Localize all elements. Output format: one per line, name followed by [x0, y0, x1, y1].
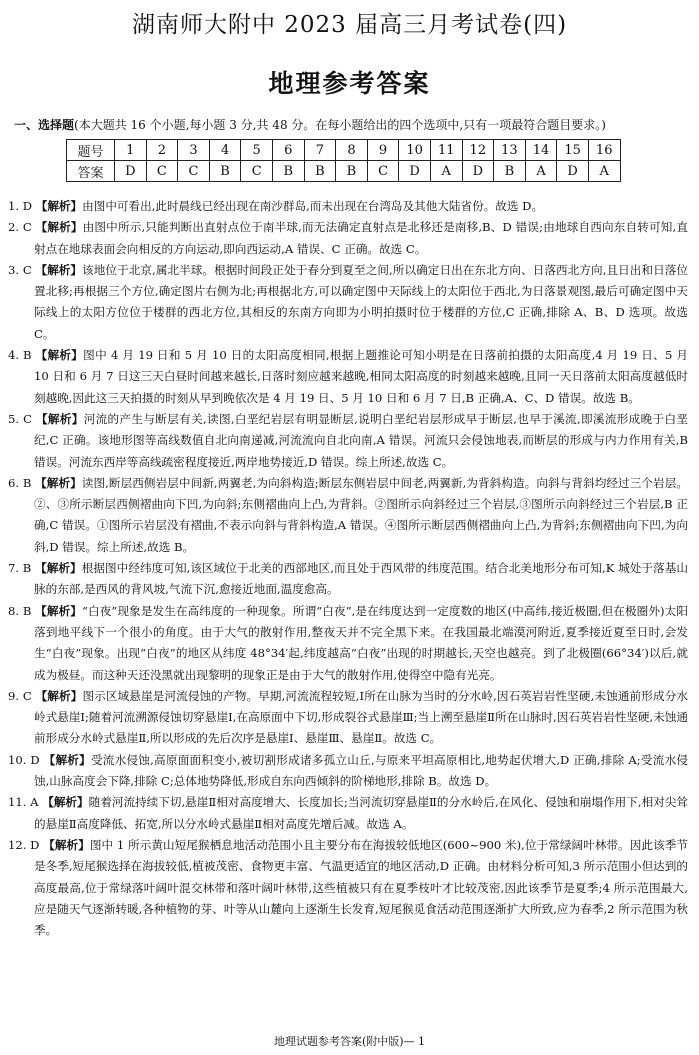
- analysis-tag: 【解析】: [43, 752, 91, 767]
- answer-label: 8. B: [8, 603, 32, 618]
- analysis-tag: 【解析】: [43, 837, 90, 852]
- answer-item: [8, 409, 688, 473]
- table-cell: 6: [272, 140, 304, 161]
- analysis-tag: 【解析】: [35, 199, 83, 213]
- answer-item: [8, 217, 688, 260]
- row-header: 答案: [67, 161, 115, 182]
- answer-item: [8, 345, 688, 409]
- row-header: 题号: [67, 140, 115, 161]
- answer-text: 图中 4 月 19 日和 5 月 10 日的太阳高度相同,根据上题推论可知小明是在日落前拍摄的太阳高度,4 月 19 日、5 月 10 日和 6 月 7 日这三天白昼时间越来越长,日落时刻应越来越晚,相同太阳高度的时刻越来越晚,且同一天日落前太阳高度越低时刻越晚,因此这三天拍摄的时刻从早到晚依次是 4 月 19 日、5 月 10 日和 6 月 7 日,B 正确,A、C、D 错误。故选 B。: [34, 348, 688, 405]
- table-cell: 11: [430, 140, 462, 161]
- section-label: 一、选择题: [14, 118, 75, 132]
- table-cell: C: [241, 161, 273, 182]
- table-cell: A: [430, 161, 462, 182]
- answer-text: 根据图中经纬度可知,该区域位于北美的西部地区,而且处于西风带的纬度范围。结合北美地形分布可知,K 城处于落基山脉的东部,是西风的背风坡,气流下沉,愈接近地面,温度愈高。: [34, 561, 688, 597]
- answer-label: 12. D: [8, 837, 40, 852]
- answer-row: [67, 161, 621, 182]
- answer-label: 2. C: [8, 220, 32, 235]
- table-cell: D: [399, 161, 431, 182]
- answer-table: [66, 139, 621, 182]
- answer-label: 5. C: [8, 411, 32, 426]
- table-cell: 13: [494, 140, 526, 161]
- answer-item: [8, 835, 688, 941]
- answer-text: 河流的产生与断层有关,读图,白垩纪岩层有明显断层,说明白垩纪岩层形成早于断层,也早于溪流,即溪流形成晚于白垩纪,C 正确。该地形图等高线数值自北向南递减,河流流向自北向南,A 错误。河流只会侵蚀地表,而断层的形成与内力作用有关,B 错误。河流东西岸等高线疏密程度接近,两岸地势接近,D 错误。综上所述,故选 C。: [34, 411, 688, 469]
- answer-text: 由图中可看出,此时晨线已经出现在南沙群岛,而未出现在台湾岛及其他大陆省份。故选 D。: [82, 199, 544, 213]
- table-cell: B: [272, 161, 304, 182]
- answer-item: [8, 686, 688, 750]
- section-heading: [14, 116, 690, 133]
- analysis-tag: 【解析】: [42, 795, 89, 810]
- table-cell: D: [462, 161, 494, 182]
- answer-text: 随着河流持续下切,悬崖Ⅱ相对高度增大、长度加长;当河流切穿悬崖Ⅱ的分水岭后,在风化、侵蚀和崩塌作用下,相对尖耸的悬崖Ⅱ高度降低、拓宽,所以分水岭式悬崖Ⅱ相对高度先增后减。故选 A。: [34, 795, 688, 831]
- table-cell: D: [115, 161, 147, 182]
- table-cell: 7: [304, 140, 336, 161]
- answer-label: 10. D: [8, 752, 40, 767]
- table-cell: 16: [588, 140, 620, 161]
- answer-explanations: [8, 196, 688, 941]
- table-cell: C: [146, 161, 178, 182]
- analysis-tag: 【解析】: [35, 262, 83, 277]
- question-number-row: [67, 140, 621, 161]
- analysis-tag: 【解析】: [35, 603, 82, 618]
- table-cell: B: [494, 161, 526, 182]
- answer-item: [8, 792, 688, 835]
- table-cell: 8: [336, 140, 368, 161]
- table-cell: 1: [115, 140, 147, 161]
- table-cell: C: [367, 161, 399, 182]
- answer-text: 该地位于北京,属北半球。根据时间段正处于春分到夏至之间,所以确定日出在东北方向、日落西北方向,且日出和日落位置北移;再根据三个方位,确定图片右侧为北;再根据北方,可以确定图中天际线上的太阳位于西北,为日落景观图,最后可确定图中天际线上的太阳方位位于楼群的西北方位,其相反的东南方向即为小明拍摄时位于楼群的方位,C 正确,排除 A、B、D 选项。故选 C。: [34, 262, 689, 341]
- analysis-tag: 【解析】: [35, 688, 83, 703]
- analysis-tag: 【解析】: [35, 475, 82, 490]
- analysis-tag: 【解析】: [35, 220, 83, 235]
- analysis-tag: 【解析】: [35, 411, 84, 426]
- answer-text: 读图,断层西侧岩层中间新,两翼老,为向斜构造;断层东侧岩层中间老,两翼新,为背斜构造。向斜与背斜均经过三个岩层。②、③所示断层西侧褶曲向下凹,为向斜;东侧褶曲向上凸,为背斜。②图所示向斜经过三个岩层,③图所示向斜经过三个岩层,B 正确,C 错误。①图所示岩层没有褶曲,不表示向斜与背斜构造,A 错误。④图所示断层西侧褶曲向上凸,为背斜;东侧褶曲向下凹,为向斜,D 错误。综上所述,故选 B。: [34, 475, 688, 554]
- table-cell: 12: [462, 140, 494, 161]
- table-cell: A: [588, 161, 620, 182]
- answer-label: 7. B: [8, 561, 32, 576]
- answer-label: 6. B: [8, 475, 32, 490]
- answer-text: “白夜”现象是发生在高纬度的一种现象。所谓“白夜”,是在纬度达到一定度数的地区(中高纬,接近极圈,但在极圈外)太阳落到地平线下一个很小的角度。由于大气的散射作用,整夜天并不完全黑下来。在我国最北端漠河附近,夏季接近夏至日时,会发生“白夜”现象。出现“白夜”的地区从纬度 48°34′起,纬度越高“白夜”出现的时期越长,天空也越亮。到了北极圈(66°34′)以后,就成为极昼。而这种天还没黑就出现黎明的现象正是由于大气的散射作用,使得空中隐有光亮。: [34, 603, 688, 682]
- table-cell: D: [557, 161, 589, 182]
- answer-item: [8, 260, 688, 345]
- table-cell: 14: [525, 140, 557, 161]
- table-cell: B: [209, 161, 241, 182]
- answer-item: [8, 558, 688, 601]
- answer-item: [8, 473, 688, 558]
- answer-text: 图中 1 所示黄山短尾猴栖息地活动范围小且主要分布在海拔较低地区(600~900 米),位于常绿阔叶林带。因此该季节是冬季,短尾猴选择在海拔较低,植被茂密、食物更丰富、气温更适宜的地区活动,D 正确。由材料分析可知,3 所示范围小但达到的高度最高,位于常绿落叶阔叶混交林带和落叶阔叶林带,这些植被只有在夏季枝叶才比较茂密,因此该季节是夏季;4 所示范围最大,应是随天气逐渐转暖,各种植物的芽、叶等从山麓向上逐渐生长发育,短尾猴觅食活动范围逐渐扩大所致,应为春季,2 所示范围为秋季。: [34, 837, 688, 938]
- table-cell: 9: [367, 140, 399, 161]
- table-cell: 10: [399, 140, 431, 161]
- table-cell: 5: [241, 140, 273, 161]
- table-cell: A: [525, 161, 557, 182]
- table-cell: 2: [146, 140, 178, 161]
- answer-text: 由图中所示,只能判断出直射点位于南半球,而无法确定直射点是北移还是南移,B、D 错误;由地球自西向东自转可知,直射点在地球表面会向相反的方向运动,即向西运动,A 错误、C 正确。故选 C。: [34, 220, 688, 256]
- answer-label: 4. B: [8, 348, 32, 363]
- section-instruction: (本大题共 16 个小题,每小题 3 分,共 48 分。在每小题给出的四个选项中,只有一项最符合题目要求。): [74, 118, 606, 132]
- answer-item: [8, 750, 688, 793]
- analysis-tag: 【解析】: [35, 348, 84, 363]
- table-cell: 4: [209, 140, 241, 161]
- table-cell: 3: [178, 140, 210, 161]
- table-cell: B: [304, 161, 336, 182]
- table-cell: C: [178, 161, 210, 182]
- page-footer: 地理试题参考答案(附中版)— 1: [273, 1035, 426, 1048]
- answer-label: 1. D: [8, 199, 33, 213]
- table-cell: 15: [557, 140, 589, 161]
- exam-title: 湖南师大附中 2023 届高三月考试卷(四): [131, 12, 568, 38]
- table-cell: B: [336, 161, 368, 182]
- answer-text: 图示区域悬崖是河流侵蚀的产物。早期,河流流程较短,Ⅰ所在山脉为当时的分水岭,因石英岩岩性坚硬,未蚀通前形成分水岭式悬崖Ⅰ;随着河流溯源侵蚀切穿悬崖Ⅰ,在高原面中下切,形成裂谷式悬崖Ⅲ;当上溯至悬崖Ⅱ所在山脉时,因石英岩岩性坚硬,未蚀通前形成分水岭式悬崖Ⅱ,所以形成的先后次序是悬崖Ⅰ、悬崖Ⅲ、悬崖Ⅱ。故选 C。: [34, 688, 689, 746]
- analysis-tag: 【解析】: [35, 561, 82, 576]
- document-title: 地理参考答案: [268, 69, 431, 98]
- answer-label: 11. A: [8, 795, 39, 810]
- answer-label: 9. C: [8, 688, 32, 703]
- answer-item: [8, 196, 688, 217]
- answer-text: 受流水侵蚀,高原面面积变小,被切割形成诸多孤立山丘,与原来平坦高原相比,地势起伏增大,D 正确,排除 A;受流水侵蚀,山脉高度会下降,排除 C;总体地势降低,形成自东向西倾斜的阶梯地形,排除 B。故选 D。: [34, 752, 689, 789]
- answer-label: 3. C: [8, 262, 32, 277]
- answer-item: [8, 601, 688, 686]
